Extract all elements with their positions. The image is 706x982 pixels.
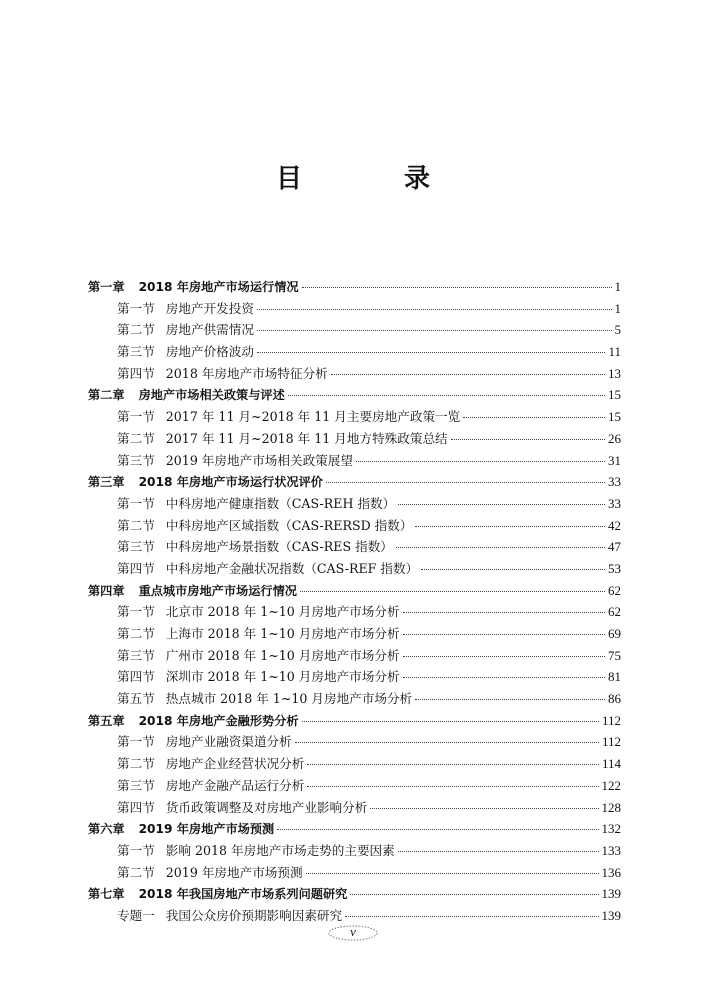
toc-dot-leader [257,352,606,353]
toc-dot-leader [451,439,605,440]
toc-entry-page: 42 [608,517,621,533]
toc-chapter-entry[interactable] [88,580,621,602]
toc-entry-page: 11 [608,344,621,360]
toc-entry-page: 15 [608,387,621,403]
toc-entry-number: 第三节 [117,452,155,468]
toc-section-entry[interactable] [88,775,621,797]
toc-section-entry[interactable] [88,840,621,862]
toc-entry-page: 132 [601,821,621,837]
toc-entry-title: 我国公众房价预期影响因素研究 [165,907,343,923]
toc-entry-number: 第四节 [117,365,155,381]
toc-entry-title: 影响 2018 年房地产市场走势的主要因素 [165,842,395,858]
toc-dot-leader [398,851,599,852]
toc-entry-page: 133 [601,842,621,858]
toc-chapter-entry[interactable] [88,471,621,493]
toc-entry-page: 62 [608,604,621,620]
toc-entry-title: 中科房地产健康指数（CAS-REH 指数） [165,495,396,511]
toc-entry-page: 5 [614,322,621,338]
toc-section-entry[interactable] [88,298,621,320]
toc-entry-page: 62 [608,582,621,598]
toc-entry-title: 2019 年房地产市场预测 [138,822,275,837]
toc-entry-title: 热点城市 2018 年 1~10 月房地产市场分析 [165,691,413,707]
toc-dot-leader [302,721,599,722]
toc-dot-leader [307,786,598,787]
toc-entry-page: 1 [614,279,621,294]
toc-entry-page: 81 [608,669,621,685]
toc-entry-page: 53 [608,560,621,576]
page-title: 目 录 [275,164,468,194]
toc-dot-leader [398,504,605,505]
toc-entry-title: 中科房地产区域指数（CAS-RERSD 指数） [165,517,413,533]
toc-chapter-entry[interactable] [88,276,621,298]
toc-entry-page: 86 [608,691,621,707]
toc-dot-leader [331,374,605,375]
toc-dot-leader [396,547,605,548]
toc-entry-page: 1 [614,300,621,316]
toc-dot-leader [403,634,605,635]
toc-section-entry[interactable] [88,731,621,753]
toc-entry-title: 2018 年房地产市场运行情况 [138,280,299,294]
toc-entry-number: 第一节 [117,495,155,511]
toc-entry-title: 房地产开发投资 [165,300,254,316]
toc-section-entry[interactable] [88,536,621,558]
toc-entry-number: 第二节 [117,430,155,446]
table-of-contents [88,276,621,927]
toc-entry-title: 中科房地产场景指数（CAS-RES 指数） [165,539,393,555]
toc-entry-page: 69 [608,626,621,641]
toc-dot-leader [302,287,612,288]
toc-chapter-entry[interactable] [88,883,621,905]
toc-entry-number: 第七章 [88,887,125,902]
toc-entry-number: 第五节 [117,691,155,707]
toc-chapter-entry[interactable] [88,384,621,406]
toc-entry-page: 122 [601,777,621,793]
toc-entry-title: 北京市 2018 年 1~10 月房地产市场分析 [165,604,400,620]
toc-entry-number: 第五章 [88,713,125,728]
toc-entry-page: 139 [601,886,621,902]
toc-entry-number: 第二节 [117,517,155,533]
toc-section-entry[interactable] [88,666,621,688]
toc-entry-title: 深圳市 2018 年 1~10 月房地产市场分析 [165,669,400,685]
toc-entry-title: 房地产市场相关政策与评述 [138,388,285,403]
toc-entry-title: 上海市 2018 年 1~10 月房地产市场分析 [165,626,400,641]
toc-entry-page: 33 [608,474,621,490]
toc-entry-title: 2018 年我国房地产市场系列问题研究 [138,887,348,902]
toc-section-entry[interactable] [88,862,621,884]
toc-section-entry[interactable] [88,406,621,428]
toc-entry-number: 第三节 [117,777,155,793]
toc-entry-page: 13 [608,365,621,381]
toc-entry-number: 第二节 [117,626,155,641]
toc-section-entry[interactable] [88,645,621,667]
toc-entry-page: 128 [601,799,621,815]
toc-entry-title: 房地产金融产品运行分析 [165,777,305,793]
toc-entry-number: 第二节 [117,864,155,880]
toc-entry-page: 139 [601,907,621,923]
toc-entry-title: 广州市 2018 年 1~10 月房地产市场分析 [165,647,400,663]
toc-entry-number: 第二节 [117,322,155,338]
toc-section-entry[interactable] [88,515,621,537]
toc-section-entry[interactable] [88,319,621,341]
toc-entry-title: 房地产业融资渠道分析 [165,734,292,750]
toc-dot-leader [415,699,605,700]
toc-section-entry[interactable] [88,753,621,775]
toc-entry-number: 第三节 [117,647,155,663]
toc-dot-leader [403,677,605,678]
toc-entry-number: 第三章 [88,475,125,490]
toc-chapter-entry[interactable] [88,710,621,732]
toc-entry-page: 15 [608,409,621,425]
toc-dot-leader [403,656,605,657]
toc-dot-leader [288,395,605,396]
toc-entry-number: 第一节 [117,604,155,620]
toc-section-entry[interactable] [88,493,621,515]
toc-entry-title: 2017 年 11 月~2018 年 11 月主要房地产政策一览 [165,409,461,425]
toc-entry-number: 第四节 [117,560,155,576]
toc-entry-title: 货币政策调整及对房地产业影响分析 [165,799,368,815]
toc-entry-title: 房地产供需情况 [165,322,254,338]
toc-dot-leader [257,309,612,310]
toc-entry-title: 中科房地产金融状况指数（CAS-REF 指数） [165,560,419,576]
toc-entry-number: 第三节 [117,344,155,360]
toc-entry-number: 第四节 [117,799,155,815]
toc-entry-page: 75 [608,647,621,663]
toc-section-entry[interactable] [88,558,621,580]
toc-section-entry[interactable] [88,341,621,363]
toc-entry-title: 2018 年房地产市场特征分析 [165,365,328,381]
toc-entry-page: 31 [608,452,621,468]
toc-dot-leader [326,482,605,483]
toc-dot-leader [463,417,605,418]
toc-entry-title: 房地产价格波动 [165,344,254,360]
toc-entry-number: 第一节 [117,734,155,750]
toc-chapter-entry[interactable] [88,818,621,840]
toc-entry-title: 重点城市房地产市场运行情况 [138,583,297,598]
toc-section-entry[interactable] [88,797,621,819]
toc-dot-leader [257,330,612,331]
toc-dot-leader [403,612,605,613]
toc-entry-page: 33 [608,495,621,511]
toc-entry-page: 114 [601,756,621,772]
toc-entry-title: 2019 年房地产市场相关政策展望 [165,452,353,468]
toc-entry-title: 房地产企业经营状况分析 [165,756,305,772]
toc-dot-leader [370,808,598,809]
toc-entry-number: 第六章 [88,822,125,837]
toc-dot-leader [277,829,598,830]
toc-section-entry[interactable] [88,428,621,450]
toc-entry-number: 第一节 [117,300,155,316]
toc-entry-number: 第三节 [117,539,155,555]
toc-dot-leader [350,894,598,895]
toc-dot-leader [415,526,605,527]
toc-section-entry[interactable] [88,450,621,472]
toc-entry-page: 47 [608,539,621,555]
toc-entry-number: 第一节 [117,409,155,425]
toc-entry-number: 第二节 [117,756,155,772]
toc-entry-number: 第四章 [88,583,125,598]
toc-entry-page: 136 [601,864,621,880]
toc-entry-page: 112 [601,712,621,728]
toc-dot-leader [300,591,605,592]
toc-entry-title: 2018 年房地产金融形势分析 [138,713,299,728]
toc-dot-leader [306,873,599,874]
toc-section-entry[interactable] [88,623,621,645]
toc-entry-title: 2019 年房地产市场预测 [165,864,303,880]
toc-entry-number: 专题一 [117,907,155,923]
toc-dot-leader [295,742,599,743]
toc-entry-number: 第二章 [88,388,125,403]
toc-dot-leader [356,461,605,462]
toc-entry-number: 第一节 [117,842,155,858]
toc-section-entry[interactable] [88,688,621,710]
page-number: v [350,924,356,939]
toc-entry-number: 第四节 [117,669,155,685]
toc-dot-leader [307,764,599,765]
toc-entry-number: 第一章 [88,280,125,294]
toc-dot-leader [345,916,598,917]
toc-dot-leader [421,569,605,570]
toc-entry-page: 112 [601,734,621,750]
toc-section-entry[interactable] [88,363,621,385]
toc-entry-title: 2018 年房地产市场运行状况评价 [138,475,323,490]
toc-entry-page: 26 [608,430,621,446]
toc-section-entry[interactable] [88,601,621,623]
toc-entry-title: 2017 年 11 月~2018 年 11 月地方特殊政策总结 [165,430,448,446]
